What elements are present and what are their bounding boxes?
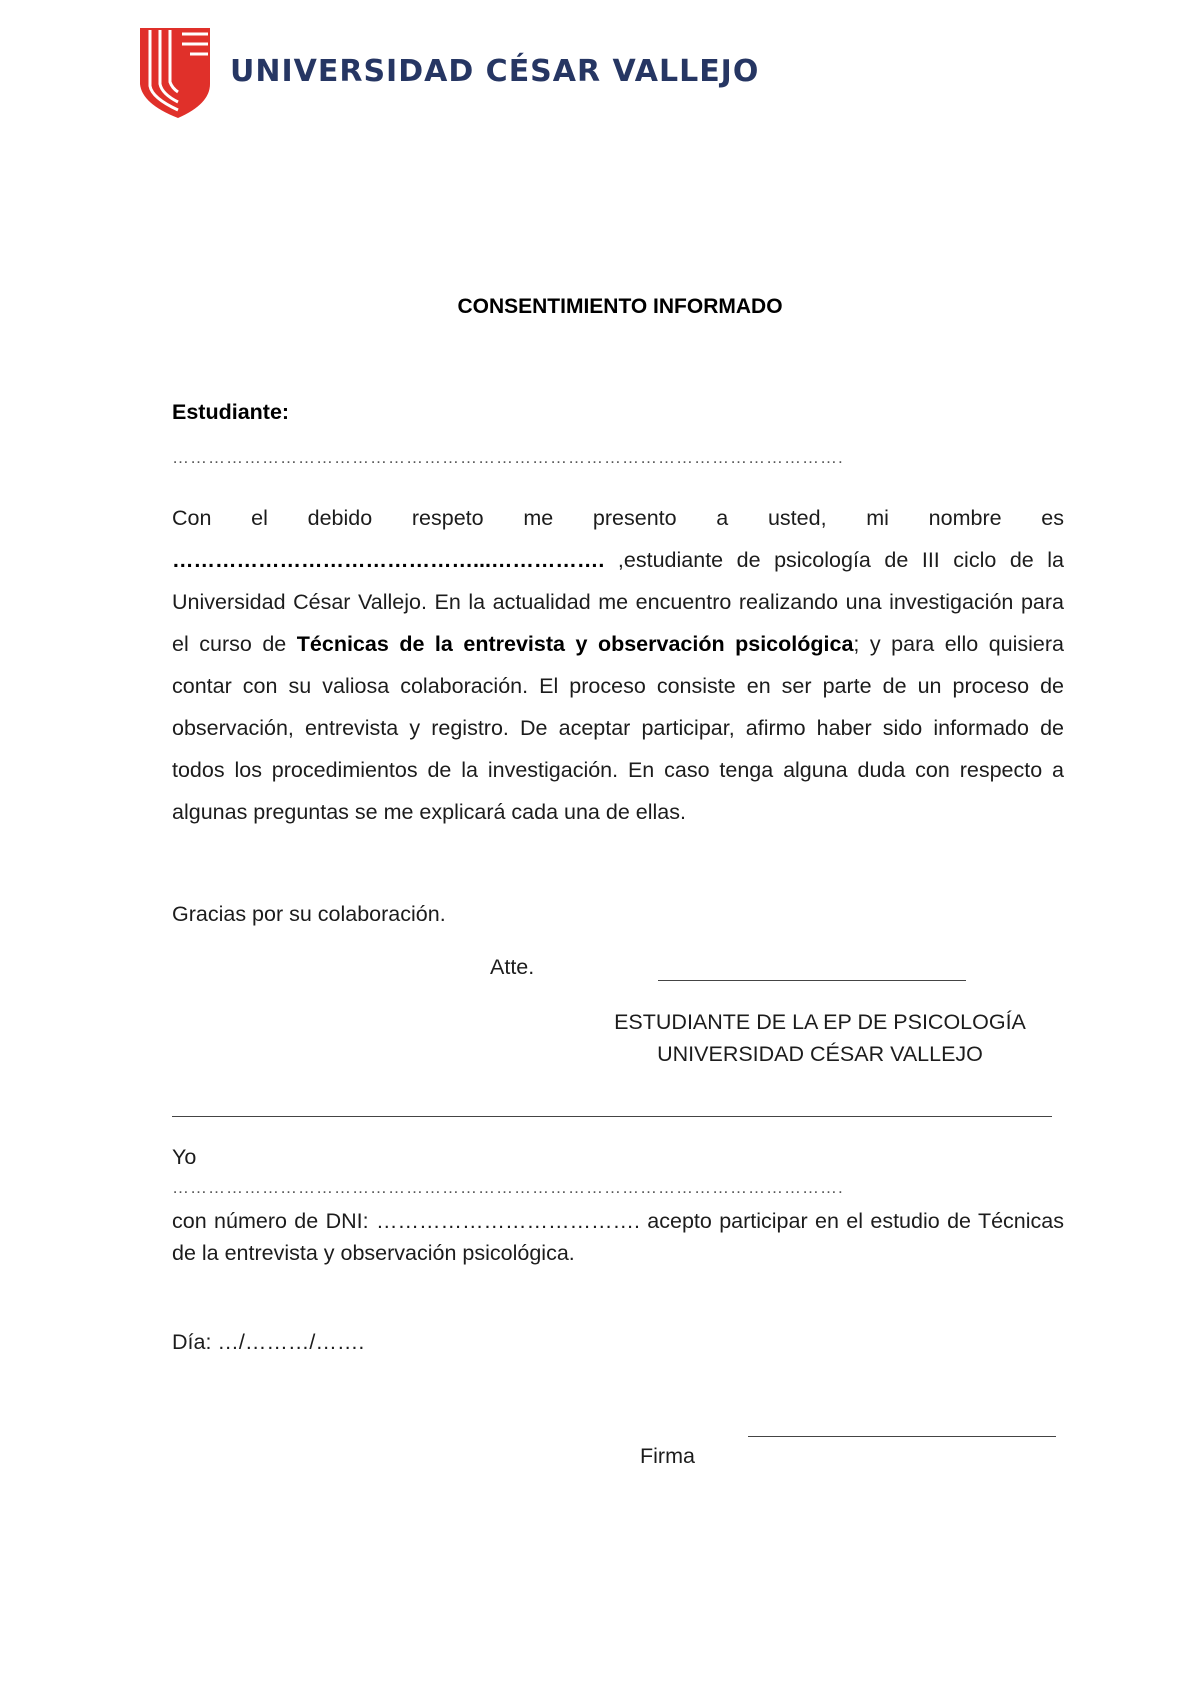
student-title-line2: UNIVERSIDAD CÉSAR VALLEJO <box>657 1042 983 1066</box>
student-signature-line <box>658 980 966 981</box>
yo-label: Yo <box>172 1145 197 1169</box>
student-title-line1: ESTUDIANTE DE LA EP DE PSICOLOGÍA <box>614 1010 1026 1034</box>
consent-paragraph <box>172 497 1064 833</box>
student-name-blank: …………………………………………………………………………………………………. <box>172 448 844 467</box>
student-title-block <box>580 1006 1060 1070</box>
university-logo <box>138 24 760 120</box>
paragraph-intro: Con el debido respeto me presento a usted, mi nombre es <box>172 506 1064 530</box>
course-name: Técnicas de la entrevista y observación psicológica <box>296 632 854 656</box>
participant-name-blank: …………………………………………………………………………………………………. <box>172 1178 844 1197</box>
firma-label: Firma <box>640 1444 695 1468</box>
student-label: Estudiante: <box>172 400 290 424</box>
thanks-text: Gracias por su colaboración. <box>172 902 446 926</box>
dni-consent-text: con número de DNI: ………………………………. acepto participar en el estudio de Técnicas de la entrevista y observación psicológica. <box>172 1209 1064 1265</box>
date-field: Día: …/………/……. <box>172 1330 365 1354</box>
document-title: CONSENTIMIENTO INFORMADO <box>457 295 783 318</box>
name-blank: ……………………………………...……………. <box>172 548 605 572</box>
atte-label: Atte. <box>490 955 535 979</box>
ucv-shield-icon <box>138 24 212 120</box>
paragraph-context: ,estudiante de psicología de III ciclo de la Universidad César Vallejo. En la actualidad me encuentro realizando una investigación para el curso de <box>172 548 1064 656</box>
paragraph-details: ; y para ello quisiera contar con su valiosa colaboración. El proceso consiste en ser parte de un proceso de observación, entrevista y registro. De aceptar participar, afirmo haber sido informado de todos los procedimientos de la investigación. En caso tenga alguna duda con respecto a algunas preguntas se me explicará cada una de ellas. <box>172 632 1064 824</box>
logo-text: UNIVERSIDAD CÉSAR VALLEJO <box>230 54 760 89</box>
section-divider <box>172 1116 1052 1117</box>
participant-signature-line <box>748 1436 1056 1437</box>
